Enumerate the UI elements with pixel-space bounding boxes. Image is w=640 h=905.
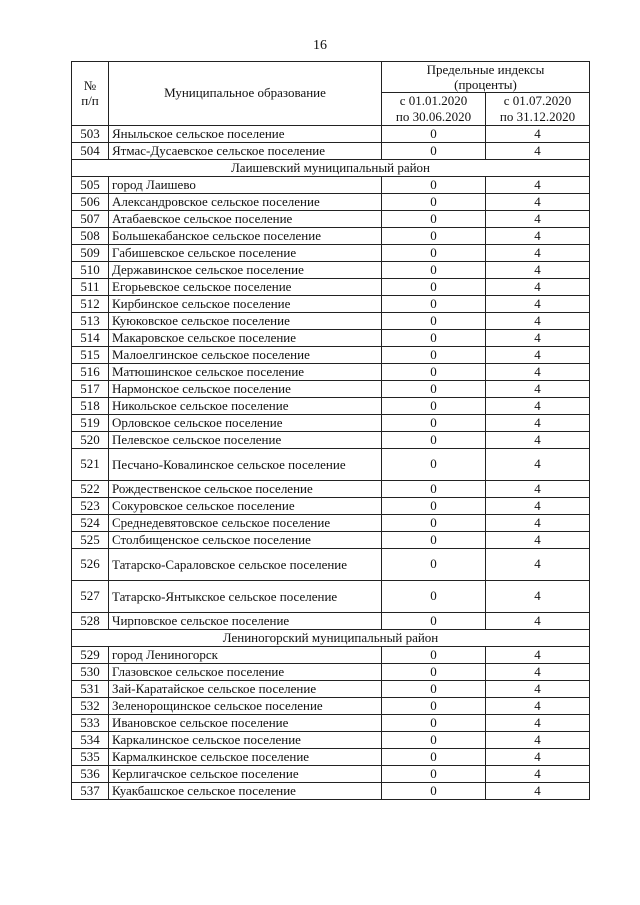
municipality-name: Чирповское сельское поселение xyxy=(109,613,382,630)
table-row xyxy=(72,613,590,630)
table-row xyxy=(72,228,590,245)
index-period-2: 4 xyxy=(486,664,590,681)
index-period-1: 0 xyxy=(382,143,486,160)
index-period-2: 4 xyxy=(486,228,590,245)
index-period-1: 0 xyxy=(382,279,486,296)
header-number-line2: п/п xyxy=(81,92,99,108)
index-period-1: 0 xyxy=(382,783,486,800)
row-number: 524 xyxy=(72,515,109,532)
municipality-name: Егорьевское сельское поселение xyxy=(109,279,382,296)
municipality-name: Татарско-Сараловское сельское поселение xyxy=(109,549,382,581)
municipality-name: Кирбинское сельское поселение xyxy=(109,296,382,313)
table-row xyxy=(72,262,590,279)
index-period-2: 4 xyxy=(486,481,590,498)
index-period-1: 0 xyxy=(382,330,486,347)
table-row xyxy=(72,698,590,715)
index-period-2: 4 xyxy=(486,783,590,800)
index-period-1: 0 xyxy=(382,613,486,630)
index-period-1: 0 xyxy=(382,262,486,279)
index-period-2: 4 xyxy=(486,549,590,581)
table-row xyxy=(72,732,590,749)
index-period-1: 0 xyxy=(382,296,486,313)
index-period-2: 4 xyxy=(486,613,590,630)
municipality-name: Матюшинское сельское поселение xyxy=(109,364,382,381)
row-number: 514 xyxy=(72,330,109,347)
municipality-name: Зеленорощинское сельское поселение xyxy=(109,698,382,715)
page-number: 16 xyxy=(313,38,327,53)
table-row xyxy=(72,347,590,364)
header-period-2-line2: по 31.12.2020 xyxy=(499,109,576,124)
table-row xyxy=(72,481,590,498)
index-period-1: 0 xyxy=(382,381,486,398)
municipality-name: Керлигачское сельское поселение xyxy=(109,766,382,783)
index-period-2: 4 xyxy=(486,279,590,296)
municipality-name: Куюковское сельское поселение xyxy=(109,313,382,330)
municipality-name: Каркалинское сельское поселение xyxy=(109,732,382,749)
municipality-name: Державинское сельское поселение xyxy=(109,262,382,279)
table-row xyxy=(72,783,590,800)
row-number: 534 xyxy=(72,732,109,749)
row-number: 533 xyxy=(72,715,109,732)
index-period-2: 4 xyxy=(486,262,590,279)
table-row xyxy=(72,211,590,228)
municipality-name: Куакбашское сельское поселение xyxy=(109,783,382,800)
municipality-name: Нармонское сельское поселение xyxy=(109,381,382,398)
header-period-1-line1: с 01.01.2020 xyxy=(399,93,468,108)
index-period-1: 0 xyxy=(382,211,486,228)
municipality-name: Габишевское сельское поселение xyxy=(109,245,382,262)
row-number: 535 xyxy=(72,749,109,766)
row-number: 527 xyxy=(72,581,109,613)
row-number: 518 xyxy=(72,398,109,415)
table-row xyxy=(72,415,590,432)
row-number: 520 xyxy=(72,432,109,449)
municipality-name: Зай-Каратайское сельское поселение xyxy=(109,681,382,698)
index-period-1: 0 xyxy=(382,313,486,330)
index-period-1: 0 xyxy=(382,749,486,766)
header-indices xyxy=(382,62,590,93)
header-period-2-line1: с 01.07.2020 xyxy=(503,93,572,108)
row-number: 531 xyxy=(72,681,109,698)
row-number: 508 xyxy=(72,228,109,245)
table-row xyxy=(72,647,590,664)
table-row xyxy=(72,296,590,313)
table-row xyxy=(72,749,590,766)
table-row xyxy=(72,664,590,681)
index-period-1: 0 xyxy=(382,481,486,498)
row-number: 512 xyxy=(72,296,109,313)
index-period-1: 0 xyxy=(382,515,486,532)
table-row xyxy=(72,194,590,211)
index-period-1: 0 xyxy=(382,549,486,581)
table-row xyxy=(72,766,590,783)
table-row xyxy=(72,126,590,143)
table-header xyxy=(72,62,590,126)
table-row xyxy=(72,498,590,515)
header-municipality: Муниципальное образование xyxy=(109,62,382,126)
municipality-name: Столбищенское сельское поселение xyxy=(109,532,382,549)
row-number: 519 xyxy=(72,415,109,432)
municipality-name: Пелевское сельское поселение xyxy=(109,432,382,449)
municipality-name: Ивановское сельское поселение xyxy=(109,715,382,732)
index-period-1: 0 xyxy=(382,647,486,664)
municipality-name: Рождественское сельское поселение xyxy=(109,481,382,498)
table-row xyxy=(72,449,590,481)
index-period-2: 4 xyxy=(486,581,590,613)
header-indices-line2: (проценты) xyxy=(454,77,517,92)
index-period-2: 4 xyxy=(486,177,590,194)
index-period-2: 4 xyxy=(486,381,590,398)
index-period-2: 4 xyxy=(486,330,590,347)
table-body xyxy=(72,126,590,800)
index-period-1: 0 xyxy=(382,715,486,732)
index-period-1: 0 xyxy=(382,681,486,698)
municipality-name: Глазовское сельское поселение xyxy=(109,664,382,681)
index-period-2: 4 xyxy=(486,766,590,783)
municipality-name: Никольское сельское поселение xyxy=(109,398,382,415)
index-period-2: 4 xyxy=(486,211,590,228)
municipality-name: город Лениногорск xyxy=(109,647,382,664)
index-period-2: 4 xyxy=(486,749,590,766)
table-row xyxy=(72,515,590,532)
index-period-2: 4 xyxy=(486,515,590,532)
indices-table xyxy=(71,61,590,800)
index-period-1: 0 xyxy=(382,177,486,194)
index-period-2: 4 xyxy=(486,364,590,381)
row-number: 516 xyxy=(72,364,109,381)
index-period-2: 4 xyxy=(486,126,590,143)
table-row xyxy=(72,432,590,449)
table-row xyxy=(72,245,590,262)
row-number: 506 xyxy=(72,194,109,211)
table-row xyxy=(72,381,590,398)
index-period-1: 0 xyxy=(382,364,486,381)
row-number: 517 xyxy=(72,381,109,398)
index-period-2: 4 xyxy=(486,532,590,549)
municipality-name: Орловское сельское поселение xyxy=(109,415,382,432)
index-period-1: 0 xyxy=(382,126,486,143)
index-period-2: 4 xyxy=(486,498,590,515)
table-row xyxy=(72,279,590,296)
row-number: 523 xyxy=(72,498,109,515)
index-period-1: 0 xyxy=(382,698,486,715)
table-row xyxy=(72,398,590,415)
index-period-2: 4 xyxy=(486,715,590,732)
row-number: 504 xyxy=(72,143,109,160)
row-number: 513 xyxy=(72,313,109,330)
index-period-2: 4 xyxy=(486,698,590,715)
district-row xyxy=(72,630,590,647)
header-number xyxy=(72,62,109,126)
row-number: 522 xyxy=(72,481,109,498)
row-number: 503 xyxy=(72,126,109,143)
index-period-2: 4 xyxy=(486,432,590,449)
index-period-2: 4 xyxy=(486,647,590,664)
index-period-2: 4 xyxy=(486,732,590,749)
municipality-name: город Лаишево xyxy=(109,177,382,194)
table-row xyxy=(72,177,590,194)
municipality-name: Малоелгинское сельское поселение xyxy=(109,347,382,364)
row-number: 537 xyxy=(72,783,109,800)
index-period-1: 0 xyxy=(382,415,486,432)
municipality-name: Среднедевятовское сельское поселение xyxy=(109,515,382,532)
index-period-2: 4 xyxy=(486,398,590,415)
table-row xyxy=(72,364,590,381)
row-number: 505 xyxy=(72,177,109,194)
index-period-2: 4 xyxy=(486,415,590,432)
index-period-1: 0 xyxy=(382,347,486,364)
row-number: 507 xyxy=(72,211,109,228)
row-number: 526 xyxy=(72,549,109,581)
index-period-2: 4 xyxy=(486,681,590,698)
table-row xyxy=(72,581,590,613)
row-number: 511 xyxy=(72,279,109,296)
table-row xyxy=(72,549,590,581)
header-indices-line1: Предельные индексы xyxy=(426,62,545,77)
row-number: 532 xyxy=(72,698,109,715)
district-title: Лениногорский муниципальный район xyxy=(72,630,590,647)
index-period-1: 0 xyxy=(382,532,486,549)
index-period-1: 0 xyxy=(382,766,486,783)
row-number: 528 xyxy=(72,613,109,630)
index-period-1: 0 xyxy=(382,228,486,245)
index-period-1: 0 xyxy=(382,245,486,262)
municipality-name: Ятмас-Дусаевское сельское поселение xyxy=(109,143,382,160)
municipality-name: Яныльское сельское поселение xyxy=(109,126,382,143)
index-period-2: 4 xyxy=(486,143,590,160)
row-number: 515 xyxy=(72,347,109,364)
table-row xyxy=(72,715,590,732)
table-row xyxy=(72,532,590,549)
header-period-2 xyxy=(486,93,590,126)
district-title: Лаишевский муниципальный район xyxy=(72,160,590,177)
index-period-1: 0 xyxy=(382,398,486,415)
index-period-1: 0 xyxy=(382,194,486,211)
header-period-1-line2: по 30.06.2020 xyxy=(395,109,472,124)
index-period-1: 0 xyxy=(382,732,486,749)
municipality-name: Александровское сельское поселение xyxy=(109,194,382,211)
row-number: 530 xyxy=(72,664,109,681)
row-number: 521 xyxy=(72,449,109,481)
index-period-1: 0 xyxy=(382,432,486,449)
municipality-name: Кармалкинское сельское поселение xyxy=(109,749,382,766)
index-period-2: 4 xyxy=(486,194,590,211)
municipality-name: Большекабанское сельское поселение xyxy=(109,228,382,245)
table-row xyxy=(72,681,590,698)
index-period-2: 4 xyxy=(486,296,590,313)
row-number: 525 xyxy=(72,532,109,549)
row-number: 510 xyxy=(72,262,109,279)
row-number: 509 xyxy=(72,245,109,262)
header-number-line1: № xyxy=(83,78,97,94)
header-period-1 xyxy=(382,93,486,126)
municipality-name: Песчано-Ковалинское сельское поселение xyxy=(109,449,382,481)
index-period-1: 0 xyxy=(382,498,486,515)
row-number: 536 xyxy=(72,766,109,783)
table-row xyxy=(72,143,590,160)
municipality-name: Атабаевское сельское поселение xyxy=(109,211,382,228)
index-period-1: 0 xyxy=(382,449,486,481)
index-period-1: 0 xyxy=(382,664,486,681)
municipality-name: Сокуровское сельское поселение xyxy=(109,498,382,515)
index-period-2: 4 xyxy=(486,449,590,481)
district-row xyxy=(72,160,590,177)
municipality-name: Татарско-Янтыкское сельское поселение xyxy=(109,581,382,613)
index-period-2: 4 xyxy=(486,347,590,364)
index-period-1: 0 xyxy=(382,581,486,613)
table-row xyxy=(72,330,590,347)
table-row xyxy=(72,313,590,330)
row-number: 529 xyxy=(72,647,109,664)
index-period-2: 4 xyxy=(486,245,590,262)
municipality-name: Макаровское сельское поселение xyxy=(109,330,382,347)
index-period-2: 4 xyxy=(486,313,590,330)
